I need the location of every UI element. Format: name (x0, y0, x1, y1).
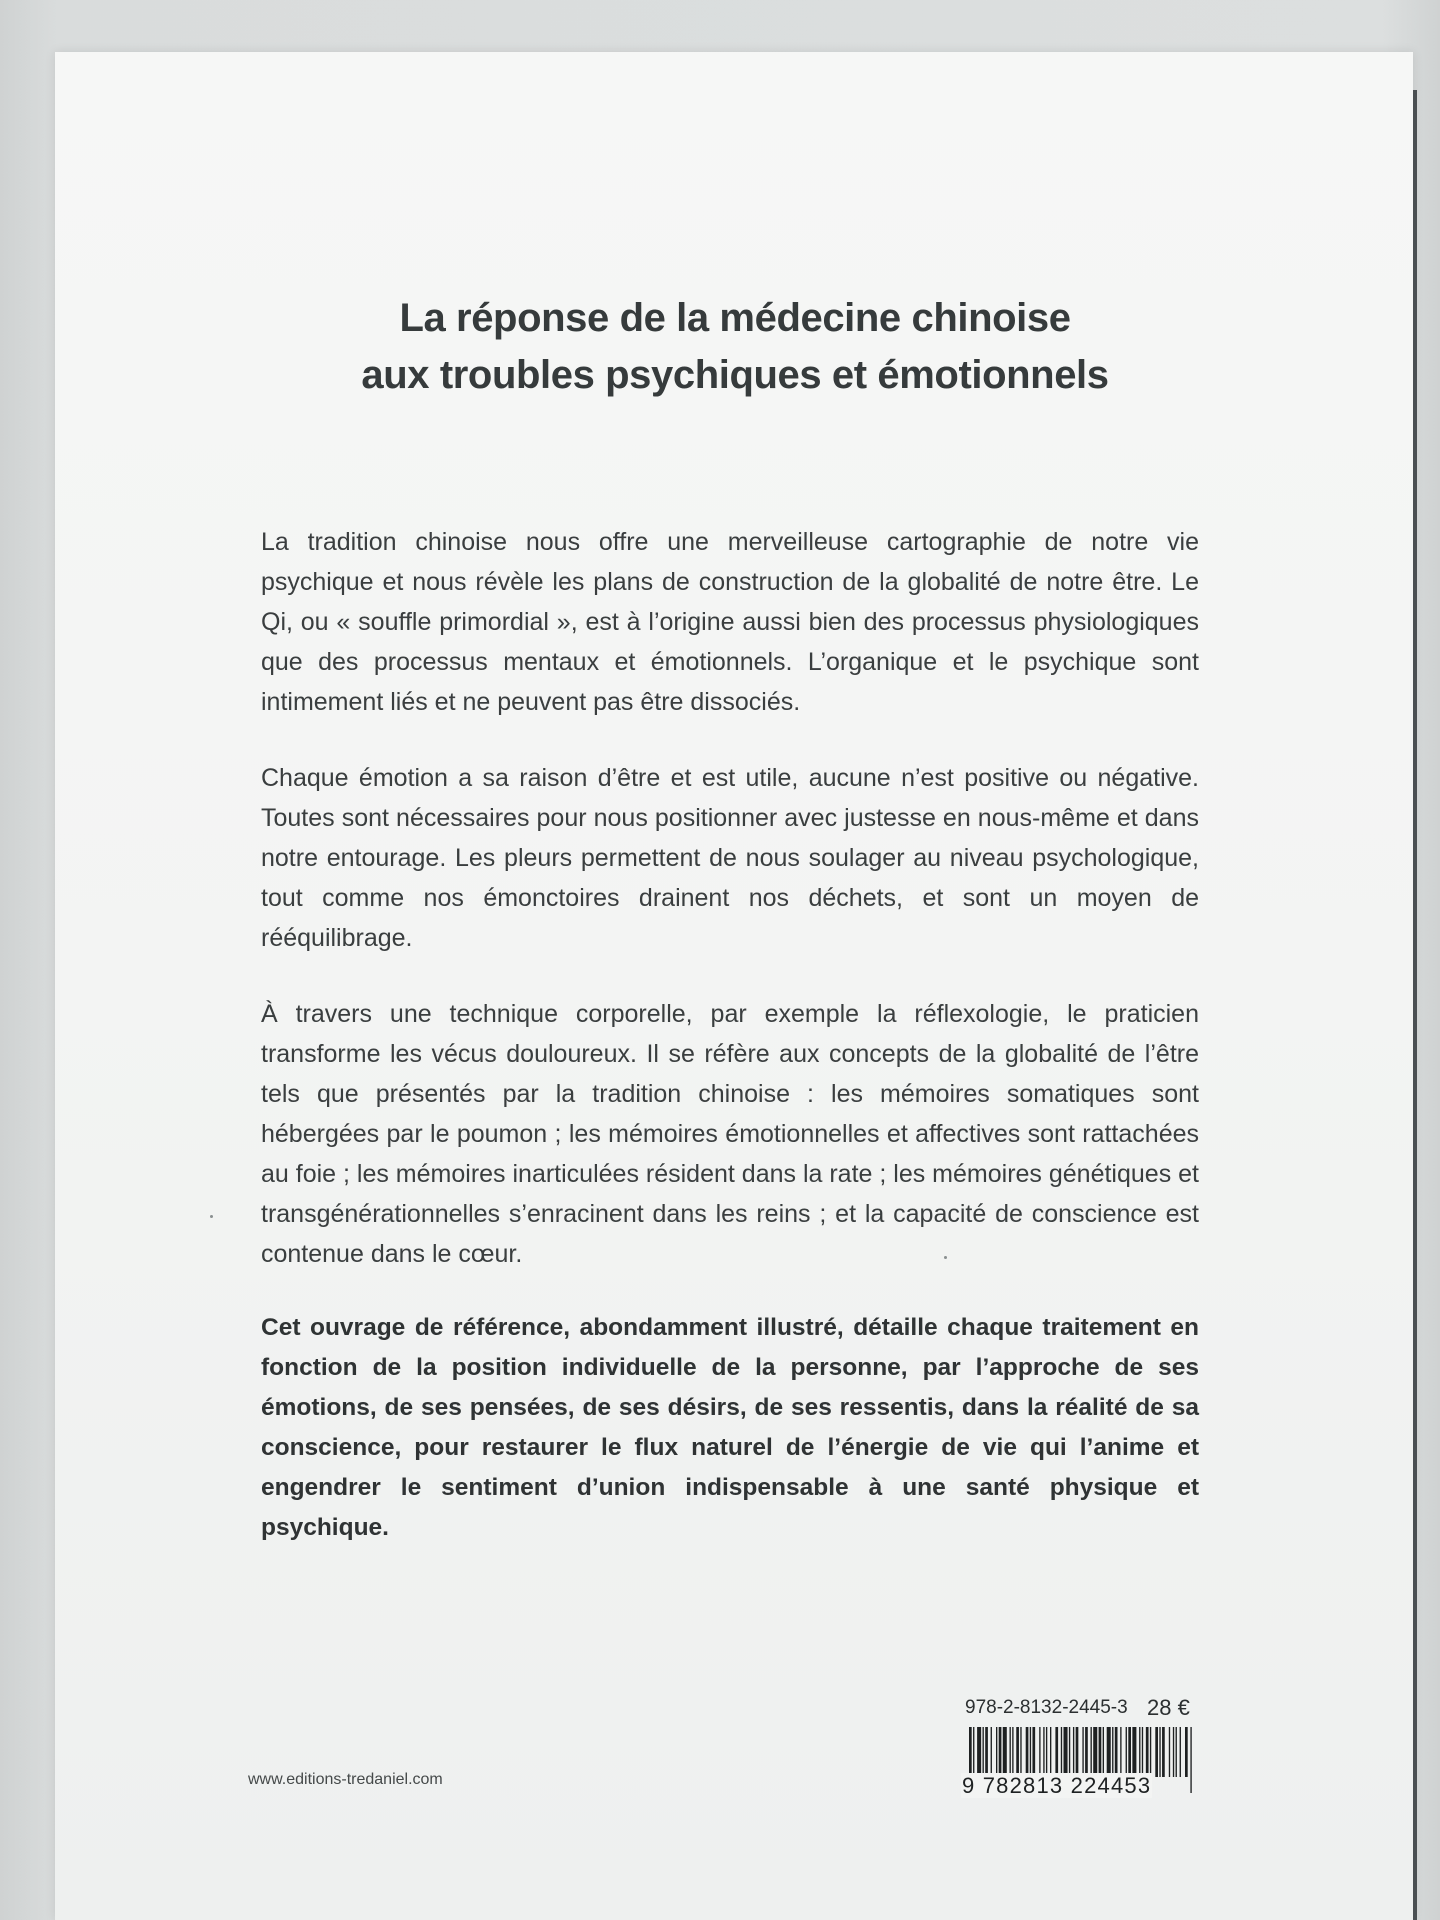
paragraph-technique: À travers une technique corporelle, par exemple la réflexologie, le praticien transforme les vécus douloureux. Il se réfère aux concepts de la globalité de l’être tels que présentés par la tradition chinoise : les mémoires somatiques sont hébergées par le poumon ; les mémoires émotionnelles et affectives sont rattachées au foie ; les mémoires inarticulées résident dans la rate ; les mémoires génétiques et transgénérationnelles s’enracinent dans les reins ; et la capacité de conscience est contenue dans le cœur. (261, 1000, 1199, 1268)
title-line-1: La réponse de la médecine chinoise (399, 296, 1071, 340)
title-line-2: aux troubles psychiques et émotionnels (361, 353, 1109, 397)
cover-title (0, 290, 1440, 404)
paragraph-ouvrage: Cet ouvrage de référence, abondamment illustré, détaille chaque traitement en fonction de la position individuelle de la personne, par l’approche de ses émotions, de ses pensées, de ses désirs, de ses ressentis, dans la réalité de sa conscience, pour restaurer le flux naturel de l’énergie de vie qui l’anime et engendrer le sentiment d’union indispensable à une santé physique et psychique. (261, 1314, 1199, 1541)
price-label: 28 € (1147, 1695, 1190, 1720)
paragraph-emotion: Chaque émotion a sa raison d’être et est utile, aucune n’est positive ou négative. Toutes sont nécessaires pour nous positionner avec justesse en nous-même et dans notre entourage. Les pleurs permettent de nous soulager au niveau psychologique, tout comme nos émonctoires drainent nos déchets, et sont un moyen de rééquilibrage. (261, 764, 1199, 952)
speck (210, 1215, 213, 1218)
barcode-digits: 9 782813 224453 (962, 1773, 1152, 1798)
isbn-number: 978-2-8132-2445-3 (965, 1697, 1128, 1718)
speck (944, 1256, 947, 1259)
publisher-website: www.editions-tredaniel.com (248, 1771, 443, 1788)
paragraph-tradition: La tradition chinoise nous offre une merveilleuse cartographie de notre vie psychique et nous révèle les plans de construction de la globalité de notre être. Le Qi, ou « souffle primordial », est à l’origine aussi bien des processus physiologiques que des processus mentaux et émotionnels. L’organique et le psychique sont intimement liés et ne peuvent pas être dissociés. (261, 528, 1199, 716)
